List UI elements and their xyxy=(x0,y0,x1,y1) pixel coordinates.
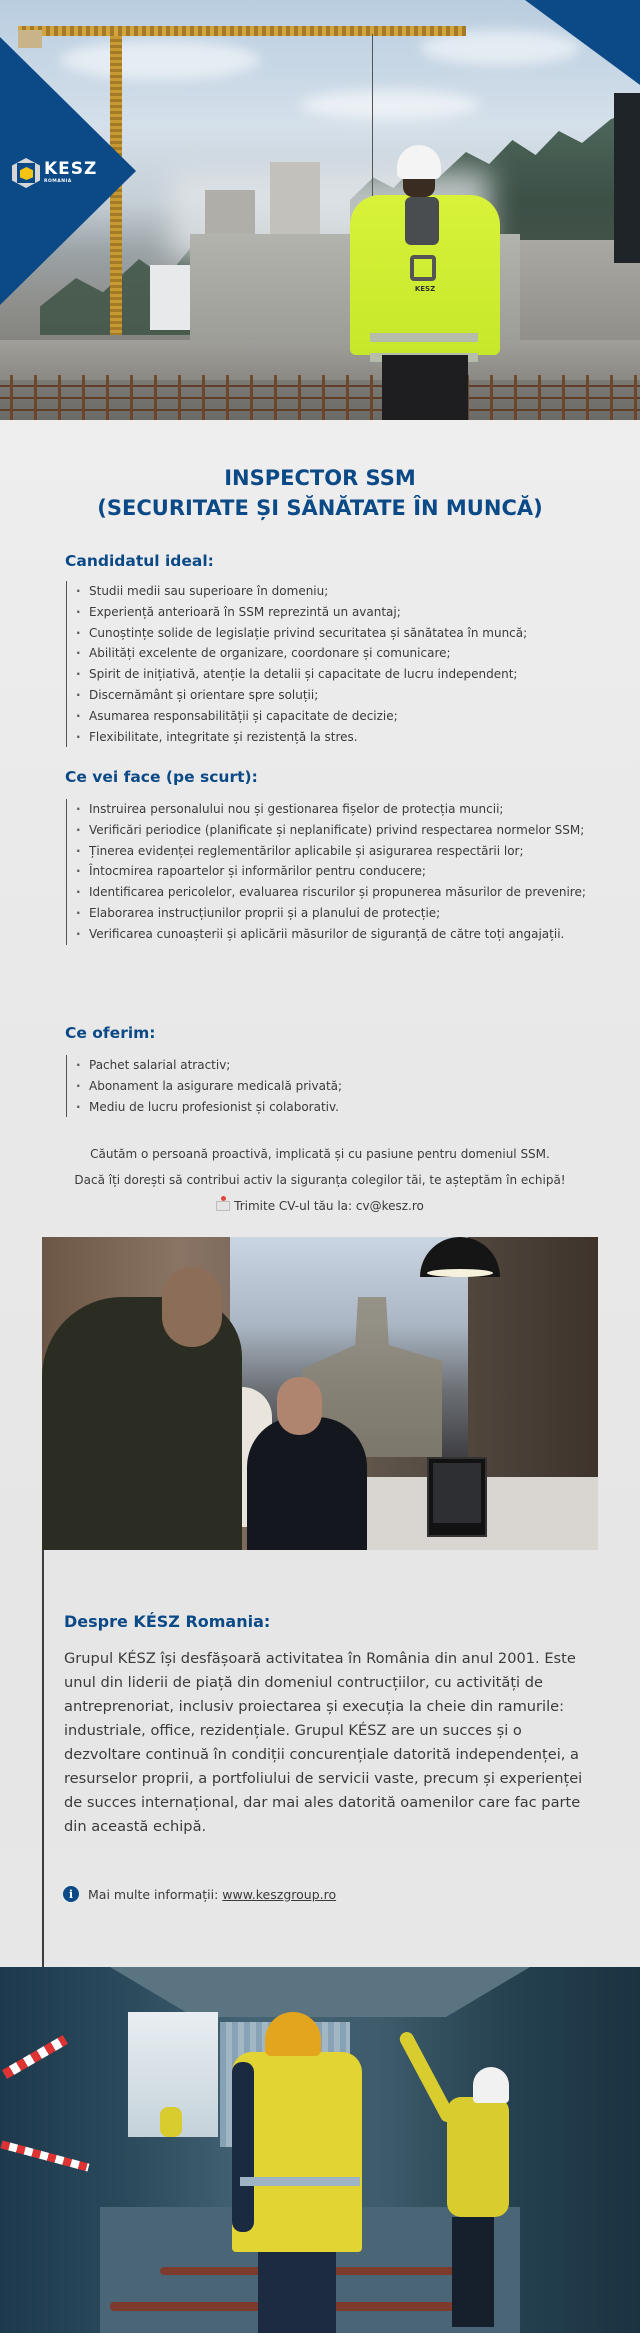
worker-figure xyxy=(350,145,500,420)
reflective-stripe xyxy=(370,333,478,342)
list-item: · Experiență anterioară în SSM reprezintă un avantaj; xyxy=(76,602,527,623)
kesz-logo xyxy=(12,158,97,188)
jacket-text: KESZ xyxy=(414,285,436,293)
list-item: · Pachet salarial atractiv; xyxy=(76,1055,342,1076)
closing-line2: Dacă îți dorești să contribui activ la siguranța colegilor tăi, te așteptăm în echipă! xyxy=(74,1173,566,1187)
list-item: · Asumarea responsabilității și capacitate de decizie; xyxy=(76,706,527,727)
envelope-icon xyxy=(216,1201,230,1211)
worker-legs xyxy=(452,2217,494,2327)
logo-subtitle: ROMANIA xyxy=(44,179,72,185)
list-item: · Abilități excelente de organizare, coordonare și comunicare; xyxy=(76,643,527,664)
list-item: · Cunoștințe solide de legislație privind securitatea și sănătatea în muncă; xyxy=(76,623,527,644)
site-inspection-photo xyxy=(0,1967,640,2333)
crane-jib xyxy=(18,26,466,36)
list-item: · Abonament la asigurare medicală privată; xyxy=(76,1076,342,1097)
list-item: · Verificarea cunoașterii și aplicării măsurilor de siguranță de către toți angajații. xyxy=(76,924,586,945)
info-icon: i xyxy=(63,1886,79,1902)
job-title-line1: INSPECTOR SSM xyxy=(224,466,416,490)
more-info-row xyxy=(63,1886,336,1902)
person xyxy=(247,1417,367,1550)
about-paragraph: Grupul KÉSZ își desfășoară activitatea în România din anul 2001. Este unul din liderii de piață din domeniul contrucțiilor, cu activități de antreprenoriat, inclusiv proiectarea și execuția la cheie din ramurile: industriale, office, rezidențiale. Grupul KÉSZ are un succes și o dezvoltare continuă în condiții concurențiale datorită independenței, a resurselor proprii, a portfoliului de servicii vaste, precum și experienței de succes internațional, dar mai ales datorită oamenilor care fac parte din această echipă. xyxy=(64,1650,583,1835)
ideal-candidate-list xyxy=(66,581,527,747)
building-tower xyxy=(205,190,255,240)
list-item: · Discernământ și orientare spre soluții; xyxy=(76,685,527,706)
more-info-text xyxy=(88,1887,336,1902)
worker-legs xyxy=(258,2252,336,2333)
list-item: · Ținerea evidenței reglementărilor aplicabile și asigurarea respectării lor; xyxy=(76,841,586,862)
hard-hat xyxy=(265,2012,321,2056)
jacket-hood xyxy=(405,197,439,245)
list-item: · Flexibilitate, integritate și rezistență la stres. xyxy=(76,727,527,748)
worker-hi-vis xyxy=(447,2097,509,2217)
hard-hat xyxy=(397,145,441,179)
crane-counterweight xyxy=(18,30,42,48)
offer-heading: Ce oferim: xyxy=(65,1024,156,1042)
dark-panel xyxy=(614,93,640,263)
responsibilities-heading: Ce vei face (pe scurt): xyxy=(65,768,258,786)
barrier-tape xyxy=(2,2035,68,2079)
hero-image xyxy=(0,0,640,420)
building-tower xyxy=(270,162,320,237)
list-item: · Instruirea personalului nou și gestionarea fișelor de protecția muncii; xyxy=(76,799,586,820)
concrete-slab xyxy=(0,340,640,380)
job-title-line2: (SECURITATE ȘI SĂNĂTATE ÎN MUNCĂ) xyxy=(97,496,543,520)
barrier-tape xyxy=(0,2140,89,2171)
cv-email-text[interactable]: Trimite CV-ul tău la: cv@kesz.ro xyxy=(234,1199,424,1213)
ideal-candidate-heading: Candidatul ideal: xyxy=(65,552,214,570)
ceiling xyxy=(110,1967,530,2017)
jacket-logo-icon xyxy=(410,255,436,281)
person-face xyxy=(162,1267,222,1347)
reflective-stripe xyxy=(240,2177,360,2186)
list-item: · Identificarea pericolelor, evaluarea riscurilor și propunerea măsurilor de prevenire; xyxy=(76,882,586,903)
worker-legs xyxy=(382,355,468,420)
list-item: · Spirit de inițiativă, atenție la detalii și capacitate de lucru independent; xyxy=(76,664,527,685)
closing-text xyxy=(0,1141,640,1219)
offer-list xyxy=(66,1055,342,1117)
list-item: · Studii medii sau superioare în domeniu; xyxy=(76,581,527,602)
monitor-screen xyxy=(433,1463,481,1523)
list-item: · Verificări periodice (planificate și neplanificate) privind respectarea normelor SSM; xyxy=(76,820,586,841)
list-item: · Întocmirea rapoartelor și informărilor pentru conducere; xyxy=(76,861,586,882)
website-link[interactable]: www.keszgroup.ro xyxy=(222,1886,337,1902)
cloud xyxy=(300,90,480,120)
list-item: · Elaborarea instrucțiunilor proprii și a planului de protecție; xyxy=(76,903,586,924)
list-item: · Mediu de lucru profesionist și colaborativ. xyxy=(76,1097,342,1118)
logo-cube-icon xyxy=(12,158,40,188)
hard-hat xyxy=(473,2067,509,2103)
about-divider-line xyxy=(42,1550,44,1967)
person-face xyxy=(277,1377,322,1435)
logo-name: KESZ xyxy=(44,159,98,180)
job-title xyxy=(0,463,640,523)
about-heading: Despre KÉSZ Romania: xyxy=(64,1612,271,1631)
closing-line1: Căutăm o persoană proactivă, implicată și cu pasiune pentru domeniul SSM. xyxy=(90,1147,550,1161)
responsibilities-list xyxy=(66,799,586,945)
cloud xyxy=(60,40,260,80)
logo-text xyxy=(44,161,97,185)
office-photo xyxy=(42,1237,598,1550)
distant-worker xyxy=(160,2107,182,2137)
cv-call-to-action xyxy=(0,1193,640,1219)
rebar xyxy=(0,375,640,420)
more-info-label: Mai multe informații: xyxy=(88,1886,223,1902)
lamp-light xyxy=(427,1269,493,1277)
worker-arm xyxy=(232,2062,254,2232)
